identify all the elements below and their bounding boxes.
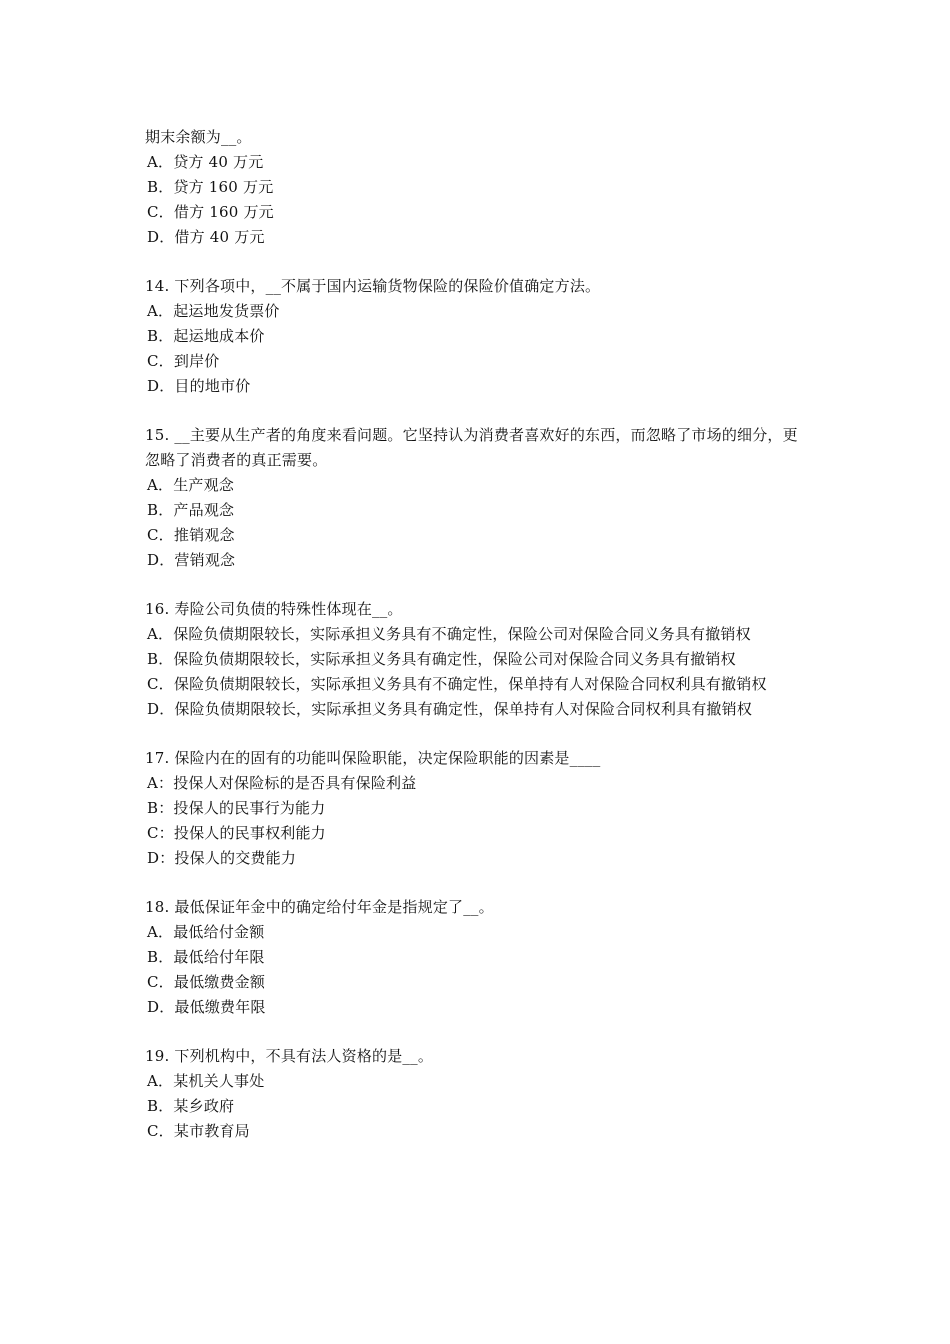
- question-15: [145, 423, 810, 573]
- option-d: D．营销观念: [147, 551, 236, 569]
- document-page: [145, 125, 810, 1168]
- option-b: B．保险负债期限较长，实际承担义务具有确定性，保险公司对保险合同义务具有撤销权: [147, 650, 736, 668]
- option-b: B．贷方 160 万元: [147, 178, 274, 196]
- option-b: B．某乡政府: [147, 1097, 235, 1115]
- question-stem: 16. 寿险公司负债的特殊性体现在__。: [145, 600, 403, 618]
- question-13: [145, 125, 810, 250]
- question-stem: 15. __主要从生产者的角度来看问题。它坚持认为消费者喜欢好的东西，而忽略了市场的细分，更忽略了消费者的真正需要。: [145, 426, 798, 469]
- option-d: D．保险负债期限较长，实际承担义务具有确定性，保单持有人对保险合同权利具有撤销权: [147, 700, 753, 718]
- option-c: C．某市教育局: [147, 1122, 250, 1140]
- question-18: [145, 895, 810, 1020]
- option-d: D．最低缴费年限: [147, 998, 266, 1016]
- option-c: C．到岸价: [147, 352, 220, 370]
- option-a: A．某机关人事处: [147, 1072, 265, 1090]
- question-stem: 18. 最低保证年金中的确定给付年金是指规定了__。: [145, 898, 494, 916]
- option-c: C．最低缴费金额: [147, 973, 266, 991]
- option-b: B．最低给付年限: [147, 948, 265, 966]
- question-stem: 19. 下列机构中，不具有法人资格的是__。: [145, 1047, 434, 1065]
- option-a: A：投保人对保险标的是否具有保险利益: [147, 774, 417, 792]
- question-19: [145, 1044, 810, 1144]
- option-a: A．起运地发货票价: [147, 302, 280, 320]
- option-d: D．借方 40 万元: [147, 228, 265, 246]
- option-a: A．贷方 40 万元: [147, 153, 264, 171]
- option-d: D．目的地市价: [147, 377, 251, 395]
- option-c: C．推销观念: [147, 526, 235, 544]
- question-stem: 14. 下列各项中，__不属于国内运输货物保险的保险价值确定方法。: [145, 277, 601, 295]
- option-c: C：投保人的民事权利能力: [147, 824, 326, 842]
- question-stem: 17. 保险内在的固有的功能叫保险职能，决定保险职能的因素是____: [145, 749, 601, 767]
- option-d: D：投保人的交费能力: [147, 849, 297, 867]
- option-c: C．借方 160 万元: [147, 203, 274, 221]
- question-14: [145, 274, 810, 399]
- option-c: C．保险负债期限较长，实际承担义务具有不确定性，保单持有人对保险合同权利具有撤销权: [147, 675, 767, 693]
- option-b: B．产品观念: [147, 501, 235, 519]
- option-a: A．保险负债期限较长，实际承担义务具有不确定性，保险公司对保险合同义务具有撤销权: [147, 625, 751, 643]
- question-stem: 期末余额为__。: [145, 128, 252, 146]
- option-a: A．生产观念: [147, 476, 235, 494]
- question-16: [145, 597, 810, 722]
- option-b: B．起运地成本价: [147, 327, 265, 345]
- question-17: [145, 746, 810, 871]
- option-b: B：投保人的民事行为能力: [147, 799, 326, 817]
- option-a: A．最低给付金额: [147, 923, 265, 941]
